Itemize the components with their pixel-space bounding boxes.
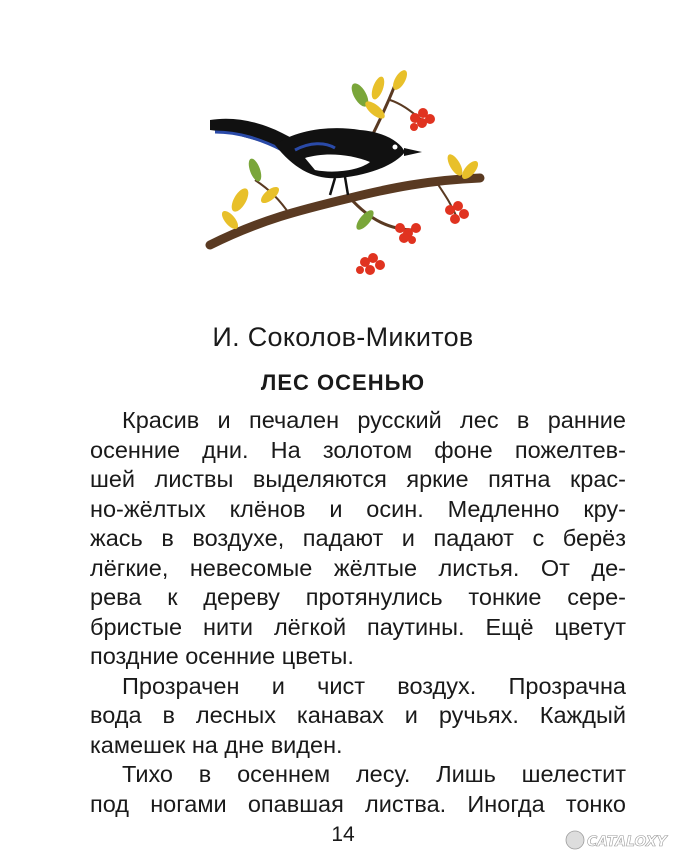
- text-line: поздние осенние цветы.: [90, 643, 354, 669]
- text-line: Тихо в осеннем лесу. Лишь шелестит: [122, 761, 626, 787]
- text-line: осенние дни. На золотом фоне пожелтев-: [90, 436, 626, 463]
- text-line: жась в воздухе, падают и падают с берёз: [90, 525, 626, 551]
- paragraph-1: [90, 406, 626, 672]
- text-line: камешек на дне виден.: [90, 731, 343, 758]
- author-name: И. Соколов-Микитов: [212, 322, 474, 352]
- story-title: ЛЕС ОСЕНЬЮ: [260, 370, 426, 395]
- magpie-on-rowan-branch-icon: [200, 70, 490, 285]
- text-line: под ногами опавшая листва. Иногда тонко: [90, 790, 626, 817]
- text-line: вода в лесных канавах и ручьях. Каждый: [90, 702, 626, 728]
- text-line: рева к дереву протянулись тонкие сере-: [90, 584, 626, 610]
- text-line: Прозрачен и чист воздух. Прозрачна: [122, 672, 626, 699]
- text-line: Красив и печален русский лес в ранние: [122, 407, 626, 433]
- story-text: [90, 406, 626, 819]
- text-line: лёгкие, невесомые жёлтые листья. От де-: [90, 554, 626, 581]
- text-line: бристые нити лёгкой паутины. Ещё цветут: [90, 613, 626, 640]
- watermark-text: CATALOXY: [587, 834, 667, 850]
- watermark-logo: [561, 827, 676, 853]
- paragraph-3: [90, 760, 626, 819]
- text-line: но-жёлтых клёнов и осин. Медленно кру-: [90, 495, 626, 522]
- page-number: 14: [331, 823, 355, 846]
- text-line: шей листвы выделяются яркие пятна крас-: [90, 466, 626, 492]
- paragraph-2: [90, 672, 626, 761]
